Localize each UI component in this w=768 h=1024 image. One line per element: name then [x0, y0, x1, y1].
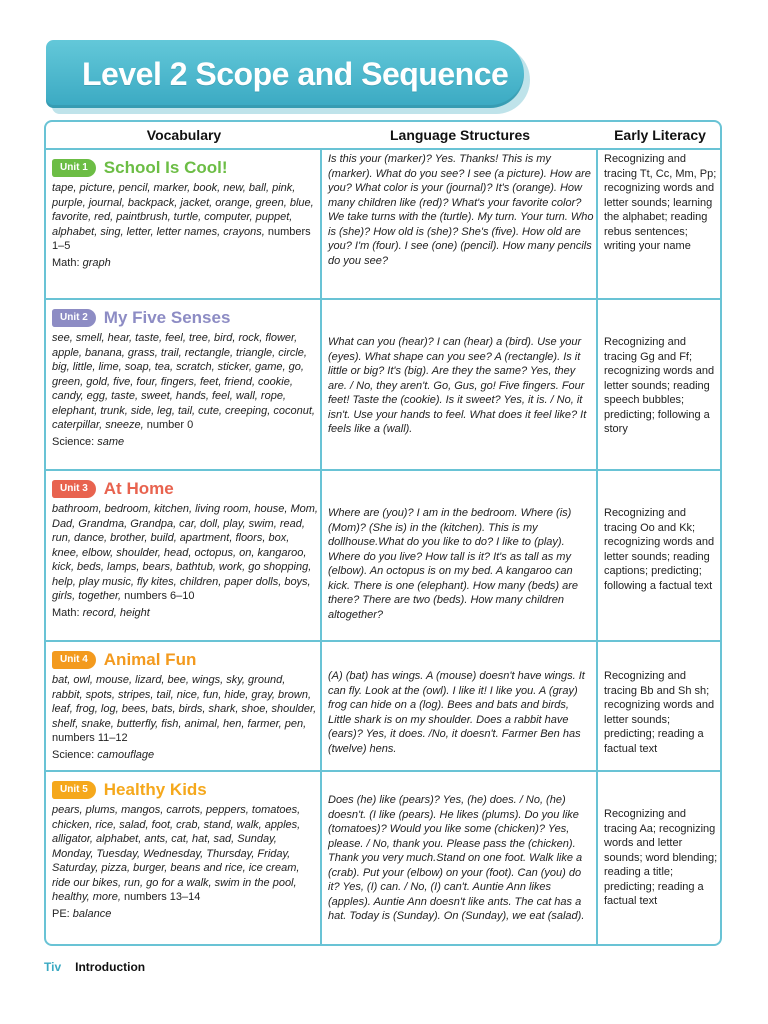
cross-curricular [52, 748, 318, 763]
vocabulary-words: bat, owl, mouse, lizard, bee, wings, sky, ground, rabbit, spots, stripes, tail, nice, fun, hide, gray, brown, leaf, frog, log, bees, bats, birds, shark, shoe, shoulder, shelf, snake, butterfly, fish, animal, hen, farmer, pen, [52, 674, 317, 730]
page-footer [44, 960, 145, 974]
vocabulary-cell [52, 307, 318, 449]
row-divider-4 [46, 770, 720, 772]
vocabulary-words: bathroom, bedroom, kitchen, living room, house, Mom, Dad, Grandma, Grandpa, car, doll, play, swim, read, run, dance, brother, build, apartment, floors, box, knee, elbow, shoulder, head, octopus, on, kangaroo, kick, beds, lamps, bears, bathtub, work, go shopping, help, play music, fly kites, children, paper dolls, boys, girls, together, [52, 503, 318, 602]
unit-title: At Home [103, 478, 174, 498]
unit-badge: Unit 5 [52, 781, 96, 799]
language-structures-cell: (A) (bat) has wings. A (mouse) doesn't have wings. It can fly. Look at the (owl). I like it! I like you. A (gray) frog can hide on a (log). Bees and bats and birds, Little shark is on my shoulder. Does a rabbit have (ears)? Yes, it does. /No, it doesn't. Farmer Ben has (twelve) hens. [328, 670, 585, 755]
early-literacy-cell: Recognizing and tracing Bb and Sh sh; recognizing words and letter sounds; predicting; reading a factual text [604, 670, 715, 755]
language-structures-cell: What can you (hear)? I can (hear) a (bird). Use your (eyes). What shape can you see? A (rectangle). Is it little or big? It's (big). Are they the same? Yes, they are. / No, they aren't. Go, Gus, go! Five fingers. Four feet! Taste the (cookie). Is it sweet? Yes, it is. / No, it isn't. Use your hands to feel. What does it feel like? It feels like a (wall). [328, 336, 587, 435]
subject-label: PE: [52, 907, 73, 920]
unit-heading [52, 307, 318, 329]
subject-label: Math: [52, 606, 83, 619]
unit-row [46, 152, 720, 298]
unit-row [46, 474, 720, 640]
unit-row [46, 303, 720, 469]
vocabulary-numbers: numbers 11–12 [52, 732, 128, 744]
subject-value: same [97, 435, 125, 448]
column-header-vocabulary: Vocabulary [146, 127, 222, 143]
subject-value: balance [72, 907, 112, 920]
row-divider-3 [46, 640, 720, 642]
cross-curricular [52, 256, 318, 271]
row-divider-1 [46, 298, 720, 300]
vocabulary-words: tape, picture, pencil, marker, book, new, ball, pink, purple, journal, backpack, jacket, orange, green, blue, favorite, red, paintbrush, turtle, computer, puppet, alphabet, sing, letter, letter names, crayons, [52, 182, 314, 238]
unit-title: Animal Fun [103, 649, 197, 669]
vocabulary-cell [52, 157, 318, 270]
vocabulary-cell [52, 478, 318, 620]
subject-value: graph [82, 256, 111, 269]
unit-badge: Unit 1 [52, 159, 96, 177]
vocabulary-list [52, 673, 318, 746]
unit-heading [52, 649, 318, 671]
vocabulary-list [52, 331, 318, 433]
language-structures-cell: Where are (you)? I am in the bedroom. Where (is) (Mom)? (She is) in the (kitchen). This is my dollhouse.What do you like to do? I like to (play). Where do you live? How tall is it? It's as tall as my (elbow). An octopus is on my bed. A kangaroo can kick. There is one (elephant). How many (beds) are there? There are two (beds). How many children altogether? [328, 507, 579, 621]
vocabulary-numbers: number 0 [143, 419, 194, 431]
unit-heading [52, 157, 318, 179]
unit-heading [52, 779, 318, 801]
vocabulary-words: see, smell, hear, taste, feel, tree, bird, rock, flower, apple, banana, grass, trail, rectangle, triangle, circle, big, little, lime, soap, tea, scratch, sticker, game, go, green, gold, five, four, fingers, feet, friend, cookie, candy, egg, taste, sweet, hands, feel, wall, rope, elephant, trunk, side, leg, tail, cute, creeping, coconut, caterpillar, sneeze, [52, 332, 315, 431]
subject-label: Math: [52, 256, 83, 269]
vocabulary-numbers: numbers 1–5 [52, 225, 311, 252]
subject-value: camouflage [97, 748, 155, 761]
subject-label: Science: [52, 435, 98, 448]
scope-sequence-table [44, 120, 722, 946]
unit-row [46, 775, 720, 945]
vocabulary-list [52, 502, 318, 604]
unit-title: My Five Senses [103, 307, 231, 327]
subject-value: record, height [82, 606, 150, 619]
unit-badge: Unit 3 [52, 480, 96, 498]
cross-curricular [52, 606, 318, 621]
cross-curricular [52, 435, 318, 450]
page-title: Level 2 Scope and Sequence [82, 56, 509, 92]
section-name: Introduction [75, 960, 146, 974]
vocabulary-list [52, 803, 318, 905]
early-literacy-cell: Recognizing and tracing Aa; recognizing words and letter sounds; word blending; reading a title; predicting; reading a factual text [604, 808, 718, 907]
vocabulary-list [52, 181, 318, 254]
early-literacy-cell: Recognizing and tracing Oo and Kk; recognizing words and letter sounds; reading captions; predicting; following a factual text [604, 507, 715, 592]
unit-title: Healthy Kids [103, 779, 207, 799]
row-divider-2 [46, 469, 720, 471]
vocabulary-cell [52, 649, 318, 762]
column-header-early-literacy: Early Literacy [614, 127, 706, 143]
header-divider [46, 148, 720, 150]
unit-badge: Unit 2 [52, 309, 96, 327]
vocabulary-numbers: numbers 6–10 [121, 590, 195, 602]
early-literacy-cell: Recognizing and tracing Gg and Ff; recognizing words and letter sounds; reading speech bubbles; predicting; following a story [604, 336, 715, 435]
unit-title: School Is Cool! [103, 157, 228, 177]
language-structures-cell: Is this your (marker)? Yes. Thanks! This is my (marker). What do you see? I see (a picture). How are you? What color is your (journal)? It's (orange). How many children like (red)? What's your favorite color? We take turns with the (turtle). My turn. Your turn. Who is (she)? How old is (she)? She's (five). How old are you? I'm (four). I see (one) (pencil). How many pencils do you see? [328, 153, 594, 267]
early-literacy-cell: Recognizing and tracing Tt, Cc, Mm, Pp; recognizing words and letter sounds; learning the alphabet; reading rebus sentences; writing your name [604, 153, 717, 252]
subject-label: Science: [52, 748, 98, 761]
unit-row [46, 645, 720, 770]
unit-badge: Unit 4 [52, 651, 96, 669]
vocabulary-cell [52, 779, 318, 921]
language-structures-cell: Does (he) like (pears)? Yes, (he) does. / No, (he) doesn't. (I like (pears). He likes (plums). Do you like (tomatoes)? Would you like some (chicken)? Yes, please. / No, thank you. Please pass the (chicken). Thank you very much.Stand on one foot. Walk like a (crab). Put your (elbow) on your (foot). Can (you) do it? Yes, (I) can. / No, (I) can't. Auntie Ann likes (apples). Auntie Ann doesn't like ants. The cat has a hat. Today is (Sunday). On (Sunday), we eat (salad). [328, 794, 585, 922]
vocabulary-numbers: numbers 13–14 [120, 891, 201, 903]
cross-curricular [52, 907, 318, 922]
vocabulary-words: pears, plums, mangos, carrots, peppers, tomatoes, chicken, rice, salad, foot, crab, stand, walk, apples, alligator, alphabet, ants, cat, hat, sad, Sunday, Monday, Tuesday, Wednesday, Thursday, Friday, Saturday, pizza, burger, beans and rice, ice cream, ride our bikes, run, go for a walk, swim in the pool, healthy, more, [52, 804, 301, 903]
column-header-language-structures: Language Structures [389, 127, 531, 143]
page-number: Tiv [44, 960, 62, 974]
unit-heading [52, 478, 318, 500]
